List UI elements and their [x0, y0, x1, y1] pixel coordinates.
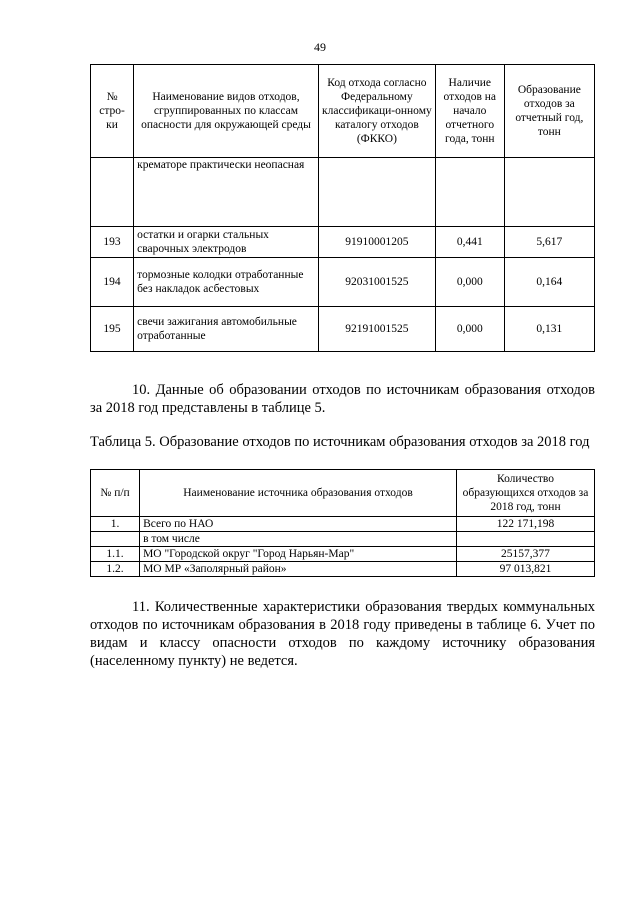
fkko-code: 92031001525 — [318, 258, 435, 307]
table-header-row — [91, 65, 595, 158]
waste-name: свечи зажигания автомобильные отработанные — [134, 307, 319, 352]
table-row — [91, 307, 595, 352]
row-number: 193 — [91, 227, 134, 258]
table-row — [91, 227, 595, 258]
formed-amount: 0,131 — [504, 307, 594, 352]
waste-name: остатки и огарки стальных сварочных электродов — [134, 227, 319, 258]
formed-amount: 0,164 — [504, 258, 594, 307]
header-fkko-code: Код отхода согласно Федеральному классификаци-онному каталогу отходов (ФККО) — [318, 65, 435, 158]
page-number: 49 — [314, 40, 326, 54]
paragraph-10: 10. Данные об образовании отходов по источникам образования отходов за 2018 год представлены в таблице 5. — [90, 382, 595, 416]
header-item-number: № п/п — [91, 470, 140, 517]
table-row — [91, 158, 595, 227]
header-waste-quantity: Количество образующихся отходов за 2018 год, тонн — [456, 470, 594, 517]
source-name: в том числе — [140, 532, 457, 547]
item-number: 1. — [91, 517, 140, 532]
table-row — [91, 517, 595, 532]
start-amount — [435, 158, 504, 227]
header-waste-name: Наименование видов отходов, сгруппированных по классам опасности для окружающей среды — [134, 65, 319, 158]
waste-sources-table — [90, 469, 595, 577]
waste-quantity: 122 171,198 — [456, 517, 594, 532]
table-row — [91, 562, 595, 577]
fkko-code: 91910001205 — [318, 227, 435, 258]
table-5-caption: Таблица 5. Образование отходов по источникам образования отходов за 2018 год — [90, 434, 590, 450]
source-name: МО МР «Заполярный район» — [140, 562, 457, 577]
formed-amount — [504, 158, 594, 227]
header-source-name: Наименование источника образования отходов — [140, 470, 457, 517]
table-row — [91, 258, 595, 307]
item-number — [91, 532, 140, 547]
row-number — [91, 158, 134, 227]
start-amount: 0,441 — [435, 227, 504, 258]
table-row — [91, 532, 595, 547]
waste-quantity: 97 013,821 — [456, 562, 594, 577]
row-number: 195 — [91, 307, 134, 352]
item-number: 1.1. — [91, 547, 140, 562]
table-row — [91, 547, 595, 562]
waste-quantity: 25157,377 — [456, 547, 594, 562]
waste-quantity — [456, 532, 594, 547]
header-start-amount: Наличие отходов на начало отчетного года, тонн — [435, 65, 504, 158]
source-name: МО "Городской округ "Город Нарьян-Мар" — [140, 547, 457, 562]
waste-name: крематоре практически неопасная — [134, 158, 319, 227]
source-name: Всего по НАО — [140, 517, 457, 532]
start-amount: 0,000 — [435, 307, 504, 352]
header-row-number: № стро-ки — [91, 65, 134, 158]
row-number: 194 — [91, 258, 134, 307]
header-formed-amount: Образование отходов за отчетный год, тонн — [504, 65, 594, 158]
waste-types-table — [90, 64, 595, 352]
paragraph-11: 11. Количественные характеристики образования твердых коммунальных отходов по источникам образования в 2018 году приведены в таблице 6. Учет по видам и классу опасности отходов по каждому источнику образования (населенному пункту) не ведется. — [90, 599, 595, 669]
waste-name: тормозные колодки отработанные без накладок асбестовых — [134, 258, 319, 307]
table-header-row — [91, 470, 595, 517]
start-amount: 0,000 — [435, 258, 504, 307]
item-number: 1.2. — [91, 562, 140, 577]
fkko-code: 92191001525 — [318, 307, 435, 352]
formed-amount: 5,617 — [504, 227, 594, 258]
fkko-code — [318, 158, 435, 227]
